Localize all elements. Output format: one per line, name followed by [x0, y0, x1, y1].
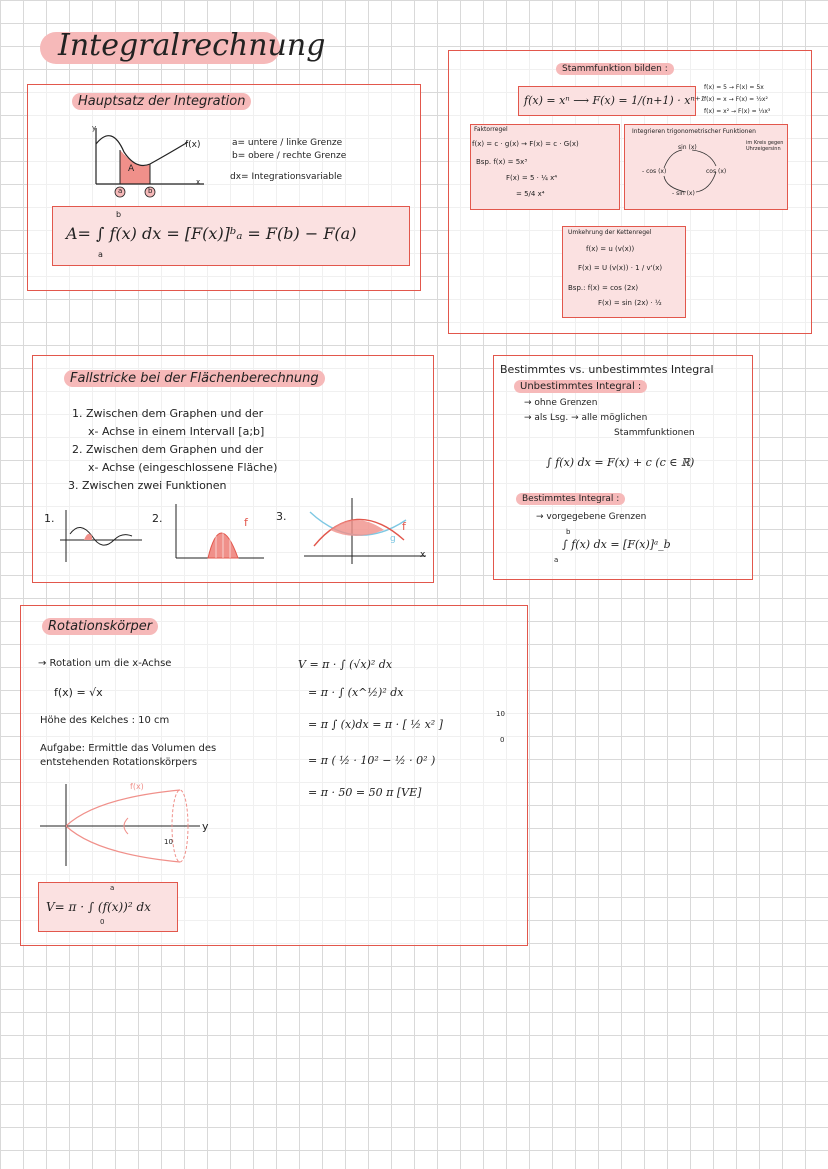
- rotation-line5: entstehenden Rotationskörpers: [40, 757, 198, 768]
- unbestimmt-line3: Stammfunktionen: [614, 428, 695, 438]
- stammfunktion-heading: Stammfunktion bilden :: [556, 64, 674, 74]
- graph-point-a: a: [118, 187, 123, 195]
- sketch-2-f-label: f: [244, 516, 248, 529]
- unbestimmt-title: Unbestimmtes Integral :: [514, 381, 647, 392]
- sketch-label-2: 2.: [152, 512, 163, 525]
- fallstricke-item-2b: x- Achse (eingeschlossene Fläche): [88, 461, 278, 474]
- kettenregel-title: Umkehrung der Kettenregel: [568, 229, 652, 236]
- rotation-calc-3: = π ∫ (x)dx = π · [ ½ x² ]: [308, 718, 443, 731]
- hauptsatz-formula: A= ∫ f(x) dx = [F(x)]ᵇₐ = F(b) − F(a): [66, 224, 357, 243]
- fallstricke-item-2: 2. Zwischen dem Graphen und der: [72, 443, 264, 456]
- rotation-line3: Höhe des Kelches : 10 cm: [40, 715, 170, 726]
- stammfunktion-example-1: f(x) = 5 → F(x) = 5x: [704, 84, 764, 91]
- rotation-body-sketch: [36, 780, 226, 870]
- rotation-axis-y: y: [202, 820, 209, 833]
- rotation-limit-lower: 0: [500, 736, 505, 744]
- fallstricke-sketch-3: [300, 496, 430, 570]
- fallstricke-item-1: 1. Zwischen dem Graphen und der: [72, 407, 264, 420]
- kettenregel-line2: F(x) = U (v(x)) · 1 / v'(x): [578, 264, 663, 272]
- trig-sin-top: sin (x): [678, 144, 697, 151]
- hauptsatz-upper-limit: b: [116, 210, 122, 219]
- rotation-line1: → Rotation um die x-Achse: [38, 658, 172, 669]
- rotation-formula-lower: 0: [100, 918, 105, 926]
- bestimmt-title: Bestimmtes Integral :: [516, 494, 625, 504]
- hauptsatz-lower-limit: a: [98, 250, 103, 259]
- fallstricke-item-3: 3. Zwischen zwei Funktionen: [68, 479, 227, 492]
- unbestimmt-line2: → als Lsg. → alle möglichen: [524, 413, 648, 423]
- bestimmt-upper: b: [566, 528, 571, 536]
- graph-point-b: b: [148, 187, 153, 195]
- rotation-line2: f(x) = √x: [54, 686, 103, 699]
- kettenregel-line4: F(x) = sin (2x) · ½: [598, 299, 662, 307]
- page-title: Integralrechnung: [58, 28, 326, 63]
- trig-note: im Kreis gegen Uhrzeigersinn: [746, 140, 784, 152]
- fallstricke-sketch-1: [58, 506, 148, 566]
- faktorregel-line3: F(x) = 5 · ¼ x⁴: [506, 174, 558, 182]
- rotation-tick: 10: [164, 838, 173, 846]
- sketch-3-f-label: f: [402, 520, 406, 533]
- sketch-label-3: 3.: [276, 510, 287, 523]
- faktorregel-line2: Bsp. f(x) = 5x³: [476, 158, 528, 166]
- area-fill: [120, 150, 150, 184]
- faktorregel-line1: f(x) = c · g(x) → F(x) = c · G(x): [472, 140, 579, 148]
- rotation-limit-upper: 10: [496, 710, 505, 718]
- trig-cos-right: cos (x): [706, 168, 727, 175]
- stammfunktion-example-3: f(x) = x² → F(x) = ⅓x³: [704, 108, 771, 115]
- stammfunktion-rule: f(x) = xⁿ ⟶ F(x) = 1/(n+1) · xⁿ⁺¹: [524, 94, 706, 107]
- fallstricke-item-1b: x- Achse in einem Intervall [a;b]: [88, 425, 265, 438]
- bestimmt-formula: ∫ f(x) dx = [F(x)]ᵃ_b: [562, 538, 671, 551]
- graph-fx-label: f(x): [185, 140, 201, 150]
- faktorregel-box: [470, 124, 620, 210]
- faktorregel-title: Faktorregel: [474, 126, 508, 133]
- rotation-formula: V= π · ∫ (f(x))² dx: [46, 900, 151, 914]
- rotation-calc-5: = π · 50 = 50 π [VE]: [308, 786, 422, 799]
- bestimmt-line1: → vorgegebene Grenzen: [536, 512, 647, 522]
- graph-x-label: x: [196, 178, 201, 186]
- unbestimmt-line1: → ohne Grenzen: [524, 398, 598, 408]
- hauptsatz-heading: Hauptsatz der Integration: [72, 94, 251, 109]
- sketch-label-1: 1.: [44, 512, 55, 525]
- rotation-calc-4: = π ( ½ · 10² − ½ · 0² ): [308, 754, 436, 767]
- a-definition: a= untere / linke Grenze: [232, 138, 343, 148]
- sketch-3-g-label: g: [390, 534, 396, 544]
- rotation-formula-upper: a: [110, 884, 115, 892]
- integral-types-heading: Bestimmtes vs. unbestimmtes Integral: [500, 363, 714, 376]
- graph-y-label: y: [92, 124, 97, 132]
- rotation-calc-2: = π · ∫ (x^½)² dx: [308, 686, 404, 699]
- faktorregel-line4: = 5/4 x⁴: [516, 190, 545, 198]
- rotation-calc-1: V = π · ∫ (√x)² dx: [298, 658, 393, 671]
- fallstricke-heading: Fallstricke bei der Flächenberechnung: [64, 371, 325, 386]
- kettenregel-line1: f(x) = u (v(x)): [586, 245, 635, 253]
- rotation-graph-label: f(x): [130, 782, 144, 791]
- unbestimmt-formula: ∫ f(x) dx = F(x) + c (c ∈ ℝ): [546, 456, 695, 469]
- graph-area-label: A: [128, 164, 135, 174]
- stammfunktion-example-2: f(x) = x → F(x) = ½x²: [704, 96, 768, 103]
- rotation-line4: Aufgabe: Ermittle das Volumen des: [40, 743, 217, 754]
- fallstricke-sketch-2: [168, 500, 268, 566]
- b-definition: b= obere / rechte Grenze: [232, 151, 347, 161]
- trig-neg-sin: - sin (x): [672, 190, 695, 197]
- rotation-heading: Rotationskörper: [42, 619, 158, 634]
- f-curve: [96, 136, 188, 166]
- bestimmt-lower: a: [554, 556, 559, 564]
- trig-title: Integrieren trigonometrischer Funktionen: [632, 128, 756, 135]
- dx-definition: dx= Integrationsvariable: [230, 172, 343, 182]
- trig-neg-cos: - cos (x): [642, 168, 667, 175]
- kettenregel-line3: Bsp.: f(x) = cos (2x): [568, 284, 639, 292]
- sketch-3-x-label: x: [420, 550, 426, 560]
